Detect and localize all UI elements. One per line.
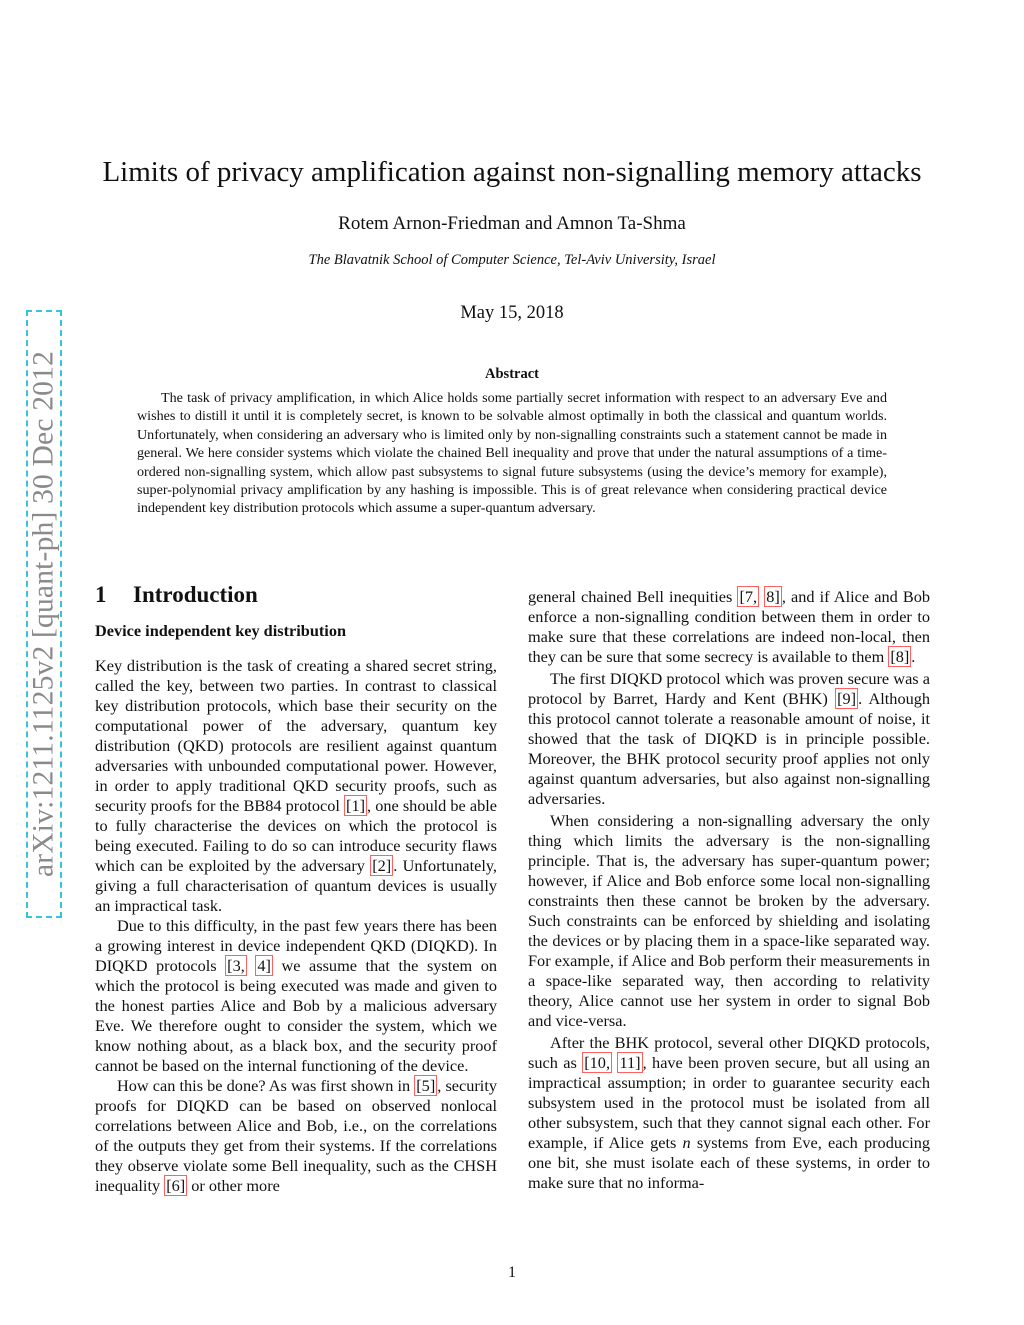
paragraph xyxy=(528,669,930,809)
left-column xyxy=(95,580,497,1196)
paragraph xyxy=(528,811,930,1031)
paper-date: May 15, 2018 xyxy=(460,303,564,323)
paragraph-text: . Although this protocol cannot tolerate a reasonable amount of noise, it showed that the task of DIQKD is in principle possible. Moreover, the BHK protocol security proof applies not only against quantum adversaries, but also against non-signalling adversaries. xyxy=(528,689,931,808)
paragraph-text: When considering a non-signalling adversary the only thing which limits the adversary is the non-signalling principle. That is, the adversary has super-quantum power; however, if Alice and Bob enforce some local non-signalling constraints then these cannot be broken by the adversary. Such constraints can be enforced by shielding and isolating the devices or by placing them in a space-like separated way. For example, if Alice and Bob perform their measurements in a space-like separated way, then according to relativity theory, Alice cannot use her system in order to signal Bob and vice-versa. xyxy=(528,811,930,1030)
citation-link[interactable]: [1] xyxy=(346,796,366,815)
paragraph-text: Key distribution is the task of creating a shared secret string, called the key, between two parties. In contrast to classical key distribution protocols, which base their security on the computational power of the adversary, quantum key distribution (QKD) protocols are resilient against quantum adversaries with unbounded computational power. However, in order to apply traditional QKD security proofs, such as security proofs for the BB84 protocol xyxy=(95,656,497,815)
paragraph-text: . Unfortunately, giving a full characterisation of quantum devices is usually an impractical task. xyxy=(95,856,497,915)
citation-link[interactable]: 11] xyxy=(619,1053,641,1072)
section-title: Introduction xyxy=(133,582,258,607)
citation-link[interactable]: [3, xyxy=(227,956,245,975)
paragraph-text: . xyxy=(911,647,916,666)
right-column xyxy=(528,587,930,1193)
paragraph-text: , security proofs for DIQKD can be based on observed nonlocal correlations between Alice and Bob, i.e., on the correlations of the outputs they get from their systems. If the correlations they observe violate some Bell inequality, such as the CHSH inequality xyxy=(95,1076,497,1195)
paragraph-text: , and if Alice and Bob enforce a non-signalling condition between them in order to make sure that these correlations are indeed non-local, then they can be sure that some secrecy is available to them xyxy=(528,587,930,666)
paragraph-text: general chained Bell inequities xyxy=(528,587,738,606)
arxiv-identifier[interactable]: arXiv:1211.1125v2 [quant-ph] 30 Dec 2012 xyxy=(27,350,60,878)
section-heading xyxy=(95,580,497,610)
paragraph-text: How can this be done? As was first shown in xyxy=(117,1076,415,1095)
paragraph-text: systems from Eve, each producing one bit, she must isolate each of these systems, in order to make sure that no informa- xyxy=(528,1133,931,1192)
citation-link[interactable]: [7, xyxy=(739,587,758,606)
paragraph xyxy=(528,587,930,667)
page-number: 1 xyxy=(508,1264,516,1281)
citation-link[interactable]: [6] xyxy=(166,1176,186,1195)
paragraph-text: or other more xyxy=(187,1176,280,1195)
abstract-text: The task of privacy amplification, in which Alice holds some partially secret information with respect to an adversary Eve and wishes to distill it until it is completely secret, is known to be solvable almost optimally in both the classical and quantum worlds. Unfortunately, when considering an adversary who is limited only by non-signalling constraints such a statement cannot be made in general. We here consider systems which violate the chained Bell inequality and prove that under the natural assumptions of a time-ordered non-signalling system, which allow past subsystems to signal future subsystems (using the device’s memory for example), super-polynomial privacy amplification by any hashing is impossible. This is of great relevance when considering practical device independent key distribution protocols which assume a super-quantum adversary. xyxy=(137,390,887,517)
citation-link[interactable]: [5] xyxy=(416,1076,436,1095)
subsection-heading: Device independent key distribution xyxy=(95,621,347,640)
paragraph xyxy=(528,1033,930,1193)
paragraph-text: , have been proven secure, but all using an impractical assumption; in order to guarantee security each subsystem used in the protocol must be isolated from all other subsystem, such that they cannot signal each other. For example, if Alice gets xyxy=(528,1053,931,1152)
paragraph-text: , one should be able to fully characterise the devices on which the protocol is being executed. Failing to do so can introduce security flaws which can be exploited by the adversary xyxy=(95,796,497,875)
citation-link[interactable]: [9] xyxy=(837,689,857,708)
citation-link[interactable]: [8] xyxy=(890,647,910,666)
paper-affiliation: The Blavatnik School of Computer Science, Tel-Aviv University, Israel xyxy=(308,252,716,268)
paragraph-text: Due to this difficulty, in the past few years there has been a growing interest in device independent QKD (DIQKD). In DIQKD protocols xyxy=(95,916,497,975)
paragraph xyxy=(95,916,497,1076)
citation-link[interactable]: 8] xyxy=(766,587,780,606)
paragraph-text: After the BHK protocol, several other DIQKD protocols, such as xyxy=(528,1033,930,1072)
section-number: 1 xyxy=(95,582,107,607)
citation-link[interactable]: 4] xyxy=(257,956,271,975)
citation-link[interactable]: [10, xyxy=(584,1053,611,1072)
paragraph xyxy=(95,1076,497,1196)
citation-link[interactable]: [2] xyxy=(372,856,392,875)
paragraph-text: The first DIQKD protocol which was proven secure was a protocol by Barret, Hardy and Kent (BHK) xyxy=(528,669,930,708)
math-variable: n xyxy=(682,1133,691,1152)
paper-title: Limits of privacy amplification against non-signalling memory attacks xyxy=(102,156,922,188)
paragraph xyxy=(95,656,497,916)
paragraph-text: we assume that the system on which the protocol is being executed was made and given to the honest parties Alice and Bob by a malicious adversary Eve. We therefore ought to consider the system, which we know nothing about, as a black box, and the security proof cannot be based on the internal functioning of the device. xyxy=(95,956,498,1075)
abstract-heading: Abstract xyxy=(485,366,539,382)
paper-authors: Rotem Arnon-Friedman and Amnon Ta-Shma xyxy=(338,213,686,234)
